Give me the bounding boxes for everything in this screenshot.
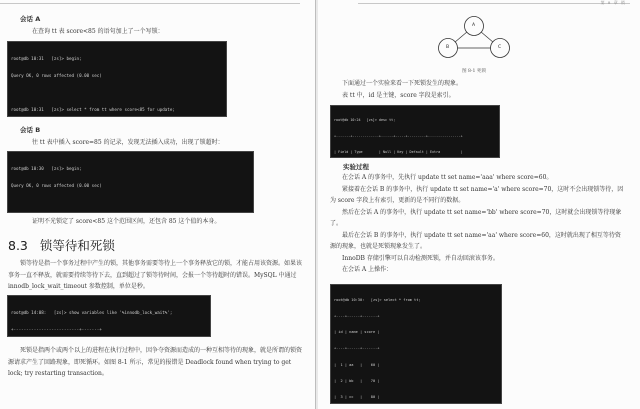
deadlock-cycle-graph xyxy=(434,14,514,62)
table-row: | 2 | bb | 70 | xyxy=(334,378,380,383)
terminal-lock-wait-timeout xyxy=(7,295,211,337)
experiment-step: 最后在会话 B 的事务中，执行 update tt set name='aa' where score=60，这时就出现了相互等待资源的现象，也就是死锁现象发生了。 xyxy=(330,231,621,250)
table-row: | 1 | aa | 60 | xyxy=(334,362,380,367)
terminal-session-a-deadlock xyxy=(330,284,502,404)
section-heading: 锁等待和死锁 xyxy=(39,238,115,253)
table-header: | id | name | score | xyxy=(334,330,380,335)
session-b-intro: 往 tt 表中插入 score=85 的记录，发现无法插入成功，出现了锁超时： xyxy=(32,139,224,146)
intro-paragraph: 下面通过一个实验来看一下死锁发生的现象。 xyxy=(342,80,463,87)
right-page xyxy=(318,0,640,409)
experiment-steps xyxy=(330,172,626,276)
section-number: 8.3 xyxy=(8,238,28,253)
terminal-session-a xyxy=(7,41,227,117)
table-border: +----+------+-------+ xyxy=(334,346,380,351)
terminal-line: root@db 14:08: [zs]> show variables like '%innodb_lock_wait%'; xyxy=(11,309,173,315)
terminal-line: Query OK, 0 rows affected (0.00 sec) xyxy=(11,72,102,78)
section-title xyxy=(8,236,115,254)
deadlock-diagram xyxy=(434,14,514,62)
table-border: +----+------+-------+ xyxy=(334,314,380,319)
terminal-desc-table xyxy=(330,105,500,158)
terminal-session-b xyxy=(7,151,254,213)
experiment-step: 在会话 A 上操作： xyxy=(342,266,393,273)
session-b-heading: 会话 B xyxy=(20,126,41,134)
experiment-heading: 实验过程 xyxy=(343,163,369,171)
table-border: +--------------------------+-------+ xyxy=(11,326,102,332)
table-description: 表 tt 中，id 是主键，score 字段是索引。 xyxy=(342,92,455,99)
table-border: +-------+-------------+------+-----+---------+----------------+ xyxy=(334,134,463,139)
session-a-heading: 会话 A xyxy=(20,15,41,23)
node-c-label: C xyxy=(498,45,502,50)
experiment-step: InnoDB 存储引擎可以自动检测死锁，并自动回滚该事务。 xyxy=(342,254,499,262)
experiment-step: 然后在会话 A 的事务中，执行 update tt set name='bb' where score=70，这时就会出现锁等待现象了。 xyxy=(330,208,622,227)
terminal-line: root@db 10:30 [zs]> begin; xyxy=(11,165,82,171)
table-row: | 3 | cc | 80 | xyxy=(334,395,380,400)
figure-caption: 图 8-1 死锁 xyxy=(461,69,487,74)
lock-wait-paragraph: 锁等待是指一个事务过程中产生的锁，其他事务需要等待上一个事务释放它的锁，才能占用该资源。如果该事务一直不释放，就需要持续等待下去，直到超过了锁等待时间，会报一个等待超时的错误。MySQL 中通过 innodb_lock_wait_timeout 参数控制，单位是秒。 xyxy=(8,260,303,290)
terminal-line: Query OK, 0 rows affected (0.00 sec) xyxy=(11,182,102,188)
session-b-conclusion: 证明不光锁定了 score<85 这个范围区间，还包含 85 这个值的本身。 xyxy=(32,218,221,225)
node-a-label: A xyxy=(472,23,476,28)
terminal-line: root@db 10:30: [zs]> select * from tt; xyxy=(334,297,421,302)
top-rule xyxy=(0,3,300,4)
terminal-line: root@db 10:24 [zs]> desc tt; xyxy=(334,118,396,123)
top-rule xyxy=(358,3,630,4)
deadlock-paragraph: 死锁是指两个或两个以上的进程在执行过程中，因争夺资源而造成的一种互相等待的现象，就是所谓的锁资源请求产生了回路现象，即死循环。如图 8-1 所示，常见的报错是 Deadlock found when trying to get lock; try restarting transaction。 xyxy=(8,347,303,377)
experiment-step: 在会话 A 的事务中，先执行 update tt set name='aaa' where score=60。 xyxy=(342,174,553,181)
terminal-line: root@db 10:31 [zs]> begin; xyxy=(11,55,82,61)
table-header: | Field | Type | Null | Key | Default | Extra | xyxy=(334,149,463,154)
experiment-step: 紧接着在会话 B 的事务中，执行 update tt set name='a' where score=70，这时不会出现锁等待，因为 score 字段上有索引，更新的是不同行的数据。 xyxy=(330,185,624,204)
terminal-line: root@db 10:31 [zs]> select * from tt where score<85 for update; xyxy=(11,106,175,112)
node-b-label: B xyxy=(446,45,450,50)
session-a-intro: 在查询 tt 表 score<85 的语句加上了一个写锁： xyxy=(32,28,164,35)
running-head: 第 8 章 锁 xyxy=(600,0,626,5)
left-page xyxy=(0,0,316,409)
